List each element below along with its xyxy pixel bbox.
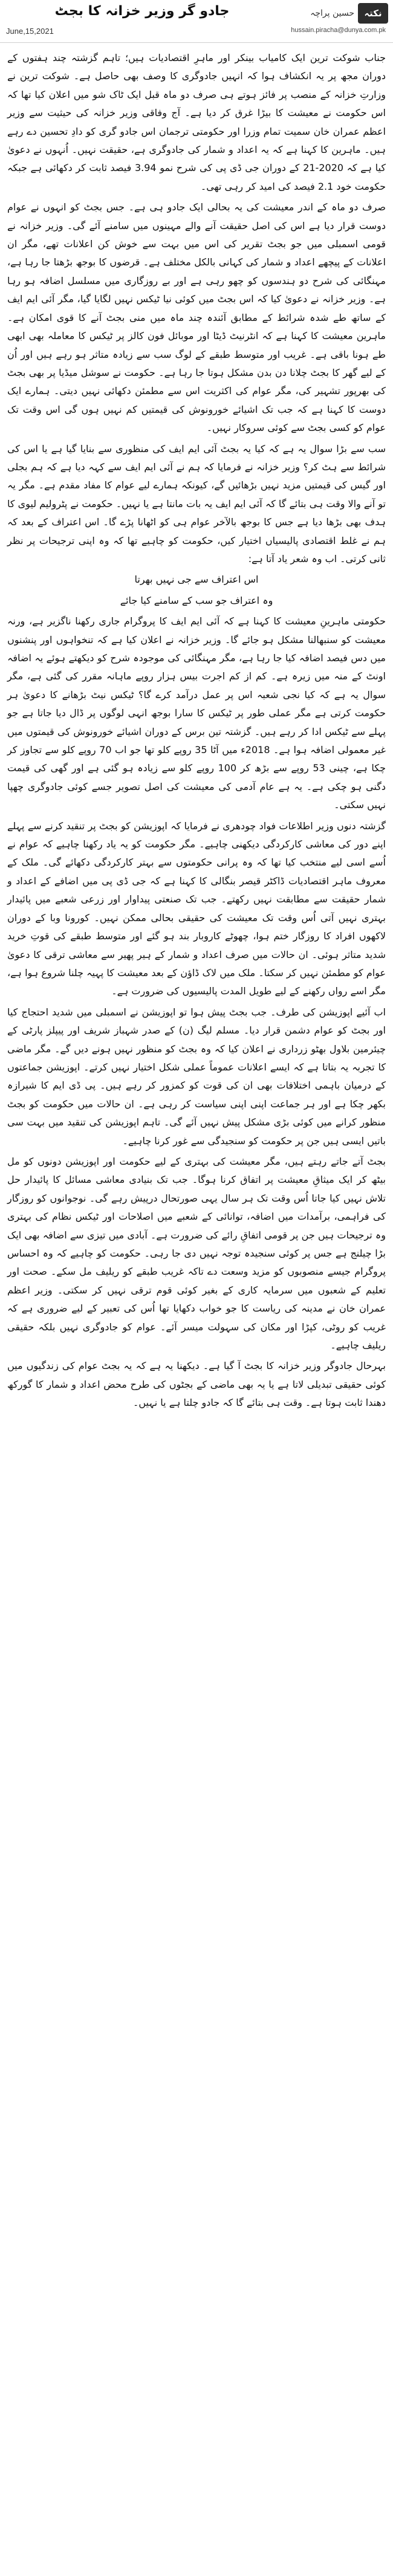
article-paragraph: صرف دو ماہ کے اندر معیشت کی یہ بحالی ایک جادو ہی ہے۔ جس بجٹ کو انہوں نے عوام دوست قرار دیا ہے اس کی اصل حقیقت آنے والے مہینوں میں سامنے آئے گی۔ وزیر خزانہ نے قومی اسمبلی میں جو بجٹ تقریر کی اس میں بہت سے خوش کن اعلانات تھے، مگر ان اعلانات کے پیچھے اعداد و شمار کی کہانی بالکل مختلف ہے۔ قرضوں کا بوجھ بڑھتا جا رہا ہے، مہنگائی کی شرح دو ہندسوں کو چھو رہی ہے اور بے روزگاری میں مسلسل اضافہ ہو رہا ہے۔ وزیر خزانہ نے دعویٰ کیا کہ اس بجٹ میں کوئی نیا ٹیکس نہیں لگایا گیا، مگر آئی ایم ایف کے ساتھ طے شدہ شرائط کے مطابق آئندہ چند ماہ میں منی بجٹ آنے کا قوی امکان ہے۔ ماہرین معیشت کا کہنا ہے کہ انٹرنیٹ ڈیٹا اور موبائل فون کالز پر ٹیکس کا معاملہ بھی ابھی طے ہونا باقی ہے۔ غریب اور متوسط طبقے کے لوگ سب سے زیادہ متاثر ہو رہے ہیں اور اُن کے لیے گھر کا بجٹ چلانا دن بدن مشکل ہوتا جا رہا ہے۔ حکومت نے سوشل میڈیا پر بھی بجٹ کی بھرپور تشہیر کی، مگر عوام کی اکثریت اس سے مطمئن دکھائی نہیں دیتی۔ ہمارے ایک دوست کا کہنا ہے کہ جب تک اشیائے خورونوش کی قیمتیں کم نہیں ہوں گی اس وقت تک عوام کو کسی بجٹ سے کوئی سروکار نہیں۔ [7,201,386,434]
column-logo [297,2,388,24]
publish-date: June,15,2021 [6,27,54,36]
article-body [0,43,393,1413]
article-paragraph: اب آئیے اپوزیشن کی طرف۔ جب بجٹ پیش ہوا تو اپوزیشن نے اسمبلی میں شدید احتجاج کیا اور بجٹ کو عوام دشمن قرار دیا۔ مسلم لیگ (ن) کے صدر شہباز شریف اور پیپلز پارٹی کے چیئرمین بلاول بھٹو زرداری نے اعلان کیا کہ وہ بجٹ کو منظور نہیں ہونے دیں گے۔ مگر ماضی کا تجربہ یہ بتاتا ہے کہ ایسے اعلانات عموماً عملی شکل اختیار نہیں کرتے۔ اپوزیشن جماعتوں کے درمیان باہمی اختلافات بھی ان کی قوت کو کمزور کر رہے ہیں۔ پی ڈی ایم کا شیرازہ بکھر چکا ہے اور ہر جماعت اپنی اپنی سیاست کر رہی ہے۔ ان حالات میں حکومت کو بجٹ منظور کرانے میں کوئی بڑی مشکل پیش نہیں آئے گی۔ تاہم اپوزیشن کی تنقید میں بہت سی باتیں ایسی ہیں جن پر حکومت کو سنجیدگی سے غور کرنا چاہیے۔ [7,1006,386,1147]
columnist-name: حسین پراچہ [310,8,354,18]
logo-mark: نکتہ [358,3,388,24]
article-paragraph: بہرحال جادوگر وزیر خزانہ کا بجٹ آ گیا ہے۔ دیکھنا یہ ہے کہ یہ بجٹ عوام کی زندگیوں میں کوئی حقیقی تبدیلی لاتا ہے یا یہ بھی ماضی کے بجٹوں کی طرح محض اعداد و شمار کا گورکھ دھندا ثابت ہوتا ہے۔ وقت ہی بتائے گا کہ جادو چلتا ہے یا نہیں۔ [7,1360,386,1409]
article-paragraph: حکومتی ماہرینِ معیشت کا کہنا ہے کہ آئی ایم ایف کا پروگرام جاری رکھنا ناگزیر ہے، ورنہ معیشت کو سنبھالنا مشکل ہو جائے گا۔ وزیر خزانہ نے اعلان کیا ہے کہ تنخواہوں اور پنشنوں میں دس فیصد اضافہ کیا جا رہا ہے، مگر مہنگائی کی موجودہ شرح کو دیکھتے ہوئے یہ اضافہ اونٹ کے منہ میں زیرہ ہے۔ کم از کم اجرت بیس ہزار روپے ماہانہ مقرر کی گئی ہے، مگر سوال یہ ہے کہ کیا نجی شعبہ اس پر عمل درآمد کرے گا؟ ٹیکس نیٹ بڑھانے کا دعویٰ ہر حکومت کرتی ہے مگر عملی طور پر ٹیکس کا سارا بوجھ انہی لوگوں پر ڈال دیا جاتا ہے جو پہلے سے ٹیکس ادا کر رہے ہیں۔ گزشتہ تین برس کے دوران اشیائے خورونوش کی قیمتوں میں غیر معمولی اضافہ ہوا ہے۔ 2018ء میں آٹا 35 روپے کلو تھا جو اب 70 روپے کلو سے تجاوز کر چکا ہے، چینی 53 روپے سے بڑھ کر 100 روپے کلو سے زیادہ ہو گئی ہے اور گھی کی قیمت دگنی ہو چکی ہے۔ یہ ہے عام آدمی کی معیشت کی اصل تصویر جسے کوئی جادوگری چھپا نہیں سکتی۔ [7,615,386,811]
verse-line: اس اعتراف سے جی نہیں بھرتا [134,574,259,586]
author-email[interactable]: hussain.piracha@dunya.com.pk [291,27,386,34]
page-title: جادو گر وزیر خزانہ کا بجٹ [54,4,230,19]
article-paragraph: بجٹ آتے جاتے رہتے ہیں، مگر معیشت کی بہتری کے لیے حکومت اور اپوزیشن دونوں کو مل بیٹھ کر ایک میثاقِ معیشت پر اتفاق کرنا ہوگا۔ جب تک بنیادی معاشی مسائل کا پائیدار حل تلاش نہیں کیا جاتا اُس وقت تک ہر سال یہی صورتحال درپیش رہے گی۔ نوجوانوں کو روزگار کی فراہمی، برآمدات میں اضافہ، توانائی کے شعبے میں اصلاحات اور ٹیکس نظام کی بہتری وہ ترجیحات ہیں جن پر قومی اتفاقِ رائے کی ضرورت ہے۔ آبادی میں تیزی سے اضافہ بھی ایک بڑا چیلنج ہے جس پر کوئی سنجیدہ توجہ نہیں دی جا رہی۔ حکومت کو چاہیے کہ وہ احساس پروگرام جیسے منصوبوں کو مزید وسعت دے تاکہ غریب طبقے کو ریلیف مل سکے۔ صحت اور تعلیم کے شعبوں میں سرمایہ کاری کے بغیر کوئی قوم ترقی نہیں کر سکتی۔ وزیر اعظم عمران خان نے مدینہ کی ریاست کا جو خواب دکھایا تھا اُس کی تعبیر کے لیے ضروری ہے کہ غریب کو روٹی، کپڑا اور مکان کی سہولت میسر آئے۔ عوام کو جادوگری نہیں بلکہ حقیقی ریلیف چاہیے۔ [7,1155,386,1351]
page-header [0,0,393,43]
article-paragraph: سب سے بڑا سوال یہ ہے کہ کیا یہ بجٹ آئی ایم ایف کی منظوری سے بنایا گیا ہے یا اس کی شرائط سے ہٹ کر؟ وزیر خزانہ نے فرمایا کہ ہم نے آئی ایم ایف سے کہہ دیا ہے کہ ہم بجلی اور گیس کی قیمتیں مزید نہیں بڑھائیں گے، کیونکہ ہمارے لیے عوام کا مفاد مقدم ہے۔ مگر یہ تو آنے والا وقت ہی بتائے گا کہ آئی ایم ایف یہ بات مانتا ہے یا نہیں۔ حکومت نے پٹرولیم لیوی کا ہدف بھی بڑھا دیا ہے جس کا بوجھ بالآخر عوام ہی کو اٹھانا پڑے گا۔ اس اعتراف کے بعد کہ ہم نے غلط اقتصادی پالیسیاں اختیار کیں، حکومت کو چاہیے تھا کہ وہ اپنی ترجیحات پر نظر ثانی کرتی۔ اب وہ شعر یاد آتا ہے: [7,442,386,565]
article-paragraph: جناب شوکت ترین ایک کامیاب بینکر اور ماہرِ اقتصادیات ہیں؛ تاہم گزشتہ چند ہفتوں کے دوران مجھ پر یہ انکشاف ہوا کہ انہیں جادوگری کا وصف بھی حاصل ہے۔ شوکت ترین نے وزارتِ خزانہ کے منصب پر فائز ہوتے ہی صرف دو ماہ قبل ایک ٹاک شو میں اعلان کیا تھا کہ اس حکومت نے معیشت کا بیڑا غرق کر دیا ہے۔ آج وفاقی وزیر خزانہ کی حیثیت سے وزیر اعظم عمران خان سمیت تمام وزرا اور حکومتی ترجمان اس جادو گری کو دادِ تحسین دے رہے ہیں۔ ماہرین کا کہنا ہے کہ یہ اعداد و شمار کی جادوگری ہے، حقیقت نہیں۔ اُنہوں نے دعویٰ کیا ہے کہ 2020-21 کے دوران جی ڈی پی کی شرح نمو 3.94 فیصد ثابت کر دکھائی ہے جبکہ حکومت خود 2.1 فیصد کی امید کر رہی تھی۔ [7,52,386,192]
article-paragraph: گزشتہ دنوں وزیر اطلاعات فواد چودھری نے فرمایا کہ اپوزیشن کو بجٹ پر تنقید کرنے سے پہلے اپنے دور کی معاشی کارکردگی دیکھنی چاہیے۔ مگر حکومت کو یہ یاد رکھنا چاہیے کہ عوام نے اُسے اسی لیے منتخب کیا تھا کہ وہ پرانی حکومتوں سے بہتر کارکردگی دکھائے گی۔ ملک کے معروف ماہر اقتصادیات ڈاکٹر قیصر بنگالی کا کہنا ہے کہ جی ڈی پی میں اضافے کے اعداد و شمار حقیقت سے مطابقت نہیں رکھتے۔ جب تک صنعتی پیداوار اور زرعی شعبے میں پائیدار بہتری نہیں آتی اُس وقت تک معیشت کی حقیقی بحالی ممکن نہیں۔ کورونا وبا کے دوران لاکھوں افراد کا روزگار ختم ہوا، چھوٹے کاروبار بند ہو گئے اور متوسط طبقے کی قوتِ خرید شدید متاثر ہوئی۔ ان حالات میں صرف اعداد و شمار کے ہیر پھیر سے معاشی ترقی کا دعویٰ عوام کو مطمئن نہیں کر سکتا۔ ملک میں لاک ڈاؤن کے بعد معیشت کا پہیہ چلنا شروع ہوا ہے، مگر اسے رواں رکھنے کے لیے طویل المدت پالیسیوں کی ضرورت ہے۔ [7,820,386,997]
verse-line: وہ اعتراف جو سب کے سامنے کیا جائے [120,594,273,606]
